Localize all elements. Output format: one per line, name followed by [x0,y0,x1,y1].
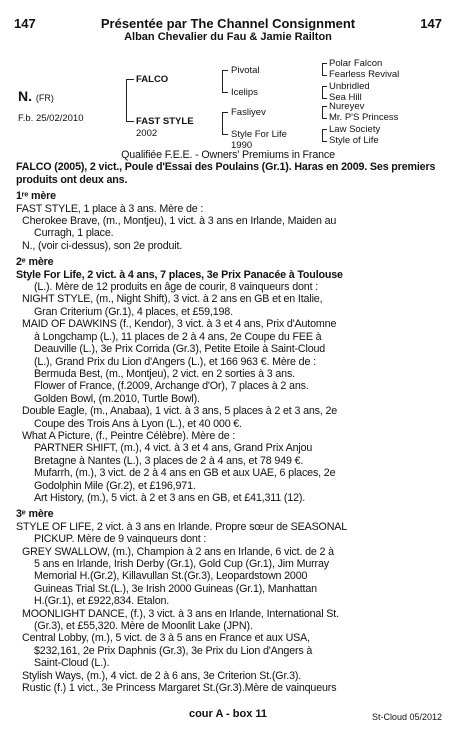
text-line: Curragh, 1 place. [34,227,114,240]
text-line: MOONLIGHT DANCE, (f.), 3 vict. à 3 ans en Irlande, International St. [22,607,339,620]
sire-sire: Pivotal [231,65,260,76]
text-line: What A Picture, (f., Peintre Célèbre). Mère de : [22,429,236,442]
text-line: Coupe des Trois Ans à Lyon (L.), et 40 000 €. [34,417,242,430]
sire-dam: Icelips [231,87,258,98]
lot-number-left: 147 [14,16,36,31]
text-line: Rustic (f.) 1 vict., 3e Princess Margaret St.(Gr.3).Mère de vainqueurs [22,682,337,695]
text-line: Style For Life, 2 vict. à 4 ans, 7 places, 3e Prix Panacée à Toulouse [16,268,343,281]
dam-sire: Fasliyev [231,107,266,118]
text-line: N., (voir ci-dessus), son 2e produit. [22,239,183,252]
gg-3: Unbridled [329,81,370,92]
text-line: Saint-Cloud (L.). [34,657,110,670]
horse-name-text: N. [18,88,32,104]
gg-1: Polar Falcon [329,58,383,69]
gg-2: Fearless Revival [329,69,400,80]
catalogue-text [16,149,440,694]
horse-country: (FR) [35,93,54,103]
dam-dam: Style For Life [231,129,287,140]
sire-note: FALCO (2005), 2 vict., Poule d'Essai des Poulains (Gr.1). Haras en 2009. Ses premiers produits ont deux ans. [16,161,436,186]
text-line: H.(Gr.1), et £922,834. Etalon. [34,595,170,608]
text-line: Golden Bowl, (m.2010, Turtle Bowl). [34,392,200,405]
foaling-date: F.b. 25/02/2010 [18,113,84,124]
text-line: Deauville (L.), 3e Prix Corrida (Gr.3), Petite Etoile à Saint-Cloud [34,343,326,356]
text-line: MAID OF DAWKINS (f., Kendor), 3 vict. à 3 et 4 ans, Prix d'Automne [22,318,337,331]
text-line: 5 ans en Irlande, Irish Derby (Gr.1), Gold Cup (Gr.1), Jim Murray [34,558,329,570]
text-line: Guineas Trial St.(L.), 3e Irish 2000 Guineas (Gr.1), Manhattan [34,582,317,595]
text-line: Cherokee Brave, (m., Montjeu), 1 vict. à 3 ans en Irlande, Maiden au [22,215,337,228]
text-line: Stylish Ways, (m.), 4 vict. de 2 à 6 ans, 3e Criterion St.(Gr.3). [22,669,302,682]
gg-7: Law Society [329,124,381,135]
text-line: Bermuda Best, (m., Montjeu), 2 vict. en 2 sorties à 3 ans. [34,367,295,380]
text-line: 3ᵉ mère [16,508,54,521]
gg-6: Mr. P'S Princess [329,112,399,123]
text-line: Double Eagle, (m., Anabaa), 1 vict. à 3 ans, 5 places à 2 et 3 ans, 2e [22,405,338,418]
text-line: 1ʳᵉ mère [16,190,56,203]
dam: FAST STYLE [136,116,194,127]
text-line: Gran Criterium (Gr.1), 4 places, et £59,198. [34,305,233,318]
text-line: Flower of France, (f.2009, Archange d'Or), 7 places à 2 ans. [34,380,309,393]
horse-name [18,88,54,104]
text-line: Godolphin Mile (Gr.2), et £196,971. [34,479,196,492]
text-line: Memorial H.(Gr.2), Killavullan St.(Gr.3), Leopardstown 2000 [34,570,308,583]
text-line: 2ᵉ mère [16,256,54,269]
text-line: Central Lobby, (m.), 5 vict. de 3 à 5 ans en France et aux USA, [22,632,310,645]
text-line: PICKUP. Mère de 9 vainqueurs dont : [34,533,207,546]
text-line: Bretagne à Nantes (L.), 3 places de 2 à 4 ans, et 78 949 €. [34,454,304,467]
text-line: $232,161, 2e Prix Daphnis (Gr.3), 3e Prix du Lion d'Angers à [34,644,313,657]
gg-4: Sea Hill [329,92,362,103]
gg-8: Style of Life [329,135,379,146]
sire: FALCO [136,74,169,85]
text-line: FAST STYLE, 1 place à 3 ans. Mère de : [16,202,204,215]
text-line: NIGHT STYLE, (m., Night Shift), 3 vict. à 2 ans en GB et en Italie, [22,293,323,306]
text-line: (L.). Mère de 12 produits en âge de courir, 8 vainqueurs dont : [34,281,319,294]
text-line: (Gr.3), et £55,320. Mère de Moonlit Lake (JPN). [34,620,253,633]
consignor-title: Présentée par The Channel Consignment [100,16,356,31]
text-line: Art History, (m.), 5 vict. à 2 et 3 ans en GB, et £41,311 (12). [34,491,306,504]
stable-location: cour A - box 11 [188,708,268,720]
text-line: STYLE OF LIFE, 2 vict. à 3 ans en Irlande. Propre sœur de SEASONAL [16,520,348,533]
text-line: (L.), Grand Prix du Lion d'Angers (L.), et 166 963 €. Mère de : [34,355,316,368]
sale-info: St-Cloud 05/2012 [371,712,442,722]
lot-number-right: 147 [420,16,442,31]
text-line: PARTNER SHIFT, (m.), 4 vict. à 3 et 4 ans, Grand Prix Anjou [34,442,313,455]
gg-5: Nureyev [329,101,365,112]
qualification: Qualifiée F.E.E. - Owners' Premiums in France [121,149,335,161]
consignor-subtitle: Alban Chevalier du Fau & Jamie Railton [124,31,332,43]
text-line: Mufarrh, (m.), 3 vict. de 2 à 4 ans en GB et aux UAE, 6 places, 2e [34,467,336,480]
text-line: à Longchamp (L.), 11 places de 2 à 4 ans, 2e Coupe du FEE à [34,330,322,343]
dam-year: 2002 [136,128,158,139]
family-lines [16,190,440,694]
dam-dam-year: 1990 [231,140,253,151]
text-line: GREY SWALLOW, (m.), Champion à 2 ans en Irlande, 6 vict. de 2 à [22,545,334,558]
